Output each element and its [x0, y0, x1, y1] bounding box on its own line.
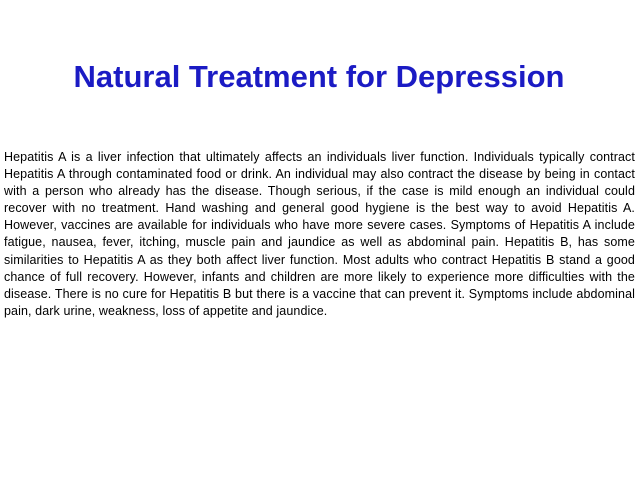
slide-body-text: Hepatitis A is a liver infection that ultimately affects an individuals liver function. Individuals typically contract Hepatitis A through contaminated food or drink. An individual may also contract the disease by being in contact with a person who already has the disease. Though serious, if the case is mild enough an individual could recover with no treatment. Hand washing and general good hygiene is the best way to avoid Hepatitis A. However, vaccines are available for individuals who have more severe cases. Symptoms of Hepatitis A include fatigue, nausea, fever, itching, muscle pain and jaundice as well as abdominal pain. Hepatitis B, has some similarities to Hepatitis A as they both affect liver function. Most adults who contract Hepatitis B stand a good chance of full recovery. However, infants and children are more likely to experience more difficulties with the disease. There is no cure for Hepatitis B but there is a vaccine that can prevent it. Symptoms include abdominal pain, dark urine, weakness, loss of appetite and jaundice. [4, 150, 635, 318]
slide-title: Natural Treatment for Depression [73, 58, 565, 94]
